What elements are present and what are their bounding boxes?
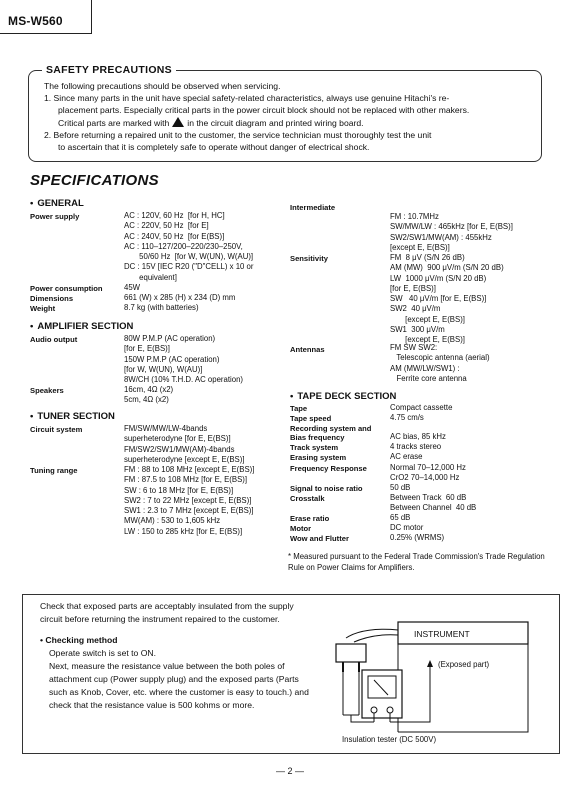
power-supply-label: Power supply <box>30 212 80 221</box>
tape-row-label: Wow and Flutter <box>290 534 349 543</box>
safety-item-1-line-3b: in the circuit diagram and printed wiring board. <box>187 117 364 128</box>
safety-title: SAFETY PRECAUTIONS <box>42 64 176 76</box>
tape-row-value: 65 dB <box>390 513 411 522</box>
safety-intro: The following precautions should be observed when servicing. <box>44 81 281 91</box>
tape-row-label: Motor <box>290 524 312 533</box>
tape-row-value: 0.25% (WRMS) <box>390 533 445 542</box>
circuit-system-value: FM/SW/MW/LW-4bands superheterodyne [for E, E(BS)] FM/SW2/SW1/MW(AM)-4bands superheterodyne [except E, E(BS)] <box>124 424 245 464</box>
checking-method-body: Next, measure the resistance value between the both poles of attachment cup (Power supply plug) and the exposed parts (Parts such as Knob, Cover, etc. where the customer is easy to touch.) and check that the resistance value is 500 kohms or more. <box>49 661 309 710</box>
power-consumption-label: Power consumption <box>30 284 103 293</box>
tape-row-value: 4.75 cm/s <box>390 413 424 422</box>
tape-deck-heading <box>290 391 396 402</box>
audio-output-label: Audio output <box>30 335 78 344</box>
tester-terminal-icon <box>387 707 393 713</box>
intermediate-value: FM : 10.7MHz SW/MW/LW : 465kHz [for E, E(BS)] SW2/SW1/MW(AM) : 455kHz [except E, E(BS)] <box>390 212 513 252</box>
page-number: — 2 — <box>276 766 305 776</box>
dimensions-label: Dimensions <box>30 294 74 303</box>
antennas-value: FM SW SW2: Telescopic antenna (aerial) AM (MW/LW/SW1) : Ferrite core antenna <box>390 343 490 383</box>
tape-row-label: Track system <box>290 443 339 452</box>
safety-item-1-line-1: 1. Since many parts in the unit have special safety-related characteristics, always use genuine Hitachi's re- <box>44 93 450 104</box>
general-heading <box>30 198 84 209</box>
checking-method-heading: • Checking method <box>40 635 118 645</box>
tape-row-label: Tape speed <box>290 414 332 423</box>
tape-row-value: DC motor <box>390 523 424 532</box>
tape-row-label: Crosstalk <box>290 494 325 503</box>
safety-item-2-line-1: 2. Before returning a repaired unit to the customer, the service technician must thoroughly test the unit <box>44 129 432 140</box>
weight-label: Weight <box>30 304 56 313</box>
meter-face-icon <box>368 676 396 698</box>
check-intro: Check that exposed parts are acceptably insulated from the supply circuit before returning the instrument repaired to the customer. <box>40 601 294 624</box>
ftc-note: * Measured pursuant to the Federal Trade Commission's Trade Regulation Rule on Power Claims for Amplifiers. <box>288 552 545 572</box>
sensitivity-value: FM 8 μV (S/N 26 dB) AM (MW) 900 μV/m (S/N 20 dB) LW 1000 μV/m (S/N 20 dB) [for E, E(BS)] SW 40 μV/m [for E, E(BS)] SW2 40 μV/m [except E, E(BS)] SW1 300 μV/m [except E, E(BS)] <box>390 253 504 345</box>
intermediate-label: Intermediate <box>290 203 336 212</box>
instrument-outline <box>398 644 528 732</box>
bullet-icon: • <box>30 198 34 209</box>
specifications-title: SPECIFICATIONS <box>30 172 159 189</box>
checking-method-line-1: Operate switch is set to ON. <box>49 648 156 658</box>
tape-row-label: Tape <box>290 404 308 413</box>
weight-value: 8.7 kg (with batteries) <box>124 303 199 312</box>
antennas-label: Antennas <box>290 345 325 354</box>
sensitivity-label: Sensitivity <box>290 254 328 263</box>
tuning-range-value: FM : 88 to 108 MHz [except E, E(BS)] FM : 87.5 to 108 MHz [for E, E(BS)] SW : 6 to 18 MHz [for E, E(BS)] SW2 : 7 to 22 MHz [except E, E(BS)] SW1 : 2.3 to 7 MHz [except E, E(BS)] MW(AM) : 530 to 1,605 kHz LW : 150 to 285 kHz [for E, E(BS)] <box>124 465 255 536</box>
tape-row-label: Signal to noise ratio <box>290 484 363 493</box>
insulation-check-text <box>40 600 310 712</box>
amplifier-heading-text: AMPLIFIER SECTION <box>37 321 134 332</box>
safety-item-1-line-2: placement parts. Especially critical parts in the power circuit block should not be replaced with other makers. <box>58 105 470 116</box>
tester-label: Insulation tester (DC 500V) <box>342 735 437 744</box>
tape-row-value: Compact cassette <box>390 403 453 412</box>
amplifier-heading <box>30 321 133 332</box>
tuner-heading-text: TUNER SECTION <box>37 411 115 422</box>
power-consumption-value: 45W <box>124 283 141 292</box>
safety-item-1-line-3 <box>44 117 538 129</box>
safety-item-2-line-2: to ascertain that it is completely safe to operate without danger of electrical shock. <box>58 142 370 153</box>
audio-output-value: 80W P.M.P (AC operation) [for E, E(BS)] 150W P.M.P (AC operation) [for W, W(UN), W(AU)] 8W/CH (10% T.H.D. AC operation) <box>124 334 244 385</box>
tape-row-value: 50 dB <box>390 483 411 492</box>
cord-icon <box>354 635 398 642</box>
safety-item-1-line-3a: Critical parts are marked with <box>58 117 170 128</box>
tape-row-value: Between Track 60 dB <box>390 493 467 502</box>
tape-row-label: Frequency Response <box>290 464 367 473</box>
tape-row-label: Recording system and <box>290 424 372 433</box>
tape-row-value: AC bias, 85 kHz <box>390 432 446 441</box>
test-lead-icon <box>351 720 374 722</box>
tape-row-value: AC erase <box>390 452 423 461</box>
tape-row-value: CrO2 70–14,000 Hz <box>390 473 460 482</box>
tape-deck-heading-text: TAPE DECK SECTION <box>297 391 397 402</box>
speakers-label: Speakers <box>30 386 64 395</box>
tuning-range-label: Tuning range <box>30 466 78 475</box>
tape-row-value: 4 tracks stereo <box>390 442 442 451</box>
tape-row-value: Between Channel 40 dB <box>390 503 477 512</box>
circuit-system-label: Circuit system <box>30 425 83 434</box>
dimensions-value: 661 (W) x 285 (H) x 234 (D) mm <box>124 293 236 302</box>
arrow-icon <box>427 660 433 667</box>
tuner-heading <box>30 411 115 422</box>
power-supply-value: AC : 120V, 60 Hz [for H, HC] AC : 220V, 50 Hz [for E] AC : 240V, 50 Hz [for E(BS)] AC : 110–127/200–220/230–250V, 50/60 Hz [for W, W(UN), W(AU)] DC : 15V [IEC R20 ("D"CELL) x 10 or equivalent] <box>124 211 254 282</box>
exposed-part-label: (Exposed part) <box>438 660 490 669</box>
tape-row-label: Erase ratio <box>290 514 330 523</box>
general-heading-text: GENERAL <box>37 198 84 209</box>
tape-row-label: Erasing system <box>290 453 347 462</box>
insulation-test-diagram <box>318 600 548 750</box>
tester-terminal-icon <box>371 707 377 713</box>
safety-body <box>44 80 538 153</box>
power-plug-icon <box>336 644 366 662</box>
speakers-value: 16cm, 4Ω (x2) 5cm, 4Ω (x2) <box>124 385 174 405</box>
tape-row-value: Normal 70–12,000 Hz <box>390 463 466 472</box>
tape-row-label: Bias frequency <box>290 433 345 442</box>
bullet-icon: • <box>290 391 294 402</box>
instrument-label: INSTRUMENT <box>414 629 470 639</box>
warning-triangle-icon <box>172 117 184 127</box>
bullet-icon: • <box>30 411 34 422</box>
model-number: MS-W560 <box>8 14 63 28</box>
bullet-icon: • <box>30 321 34 332</box>
